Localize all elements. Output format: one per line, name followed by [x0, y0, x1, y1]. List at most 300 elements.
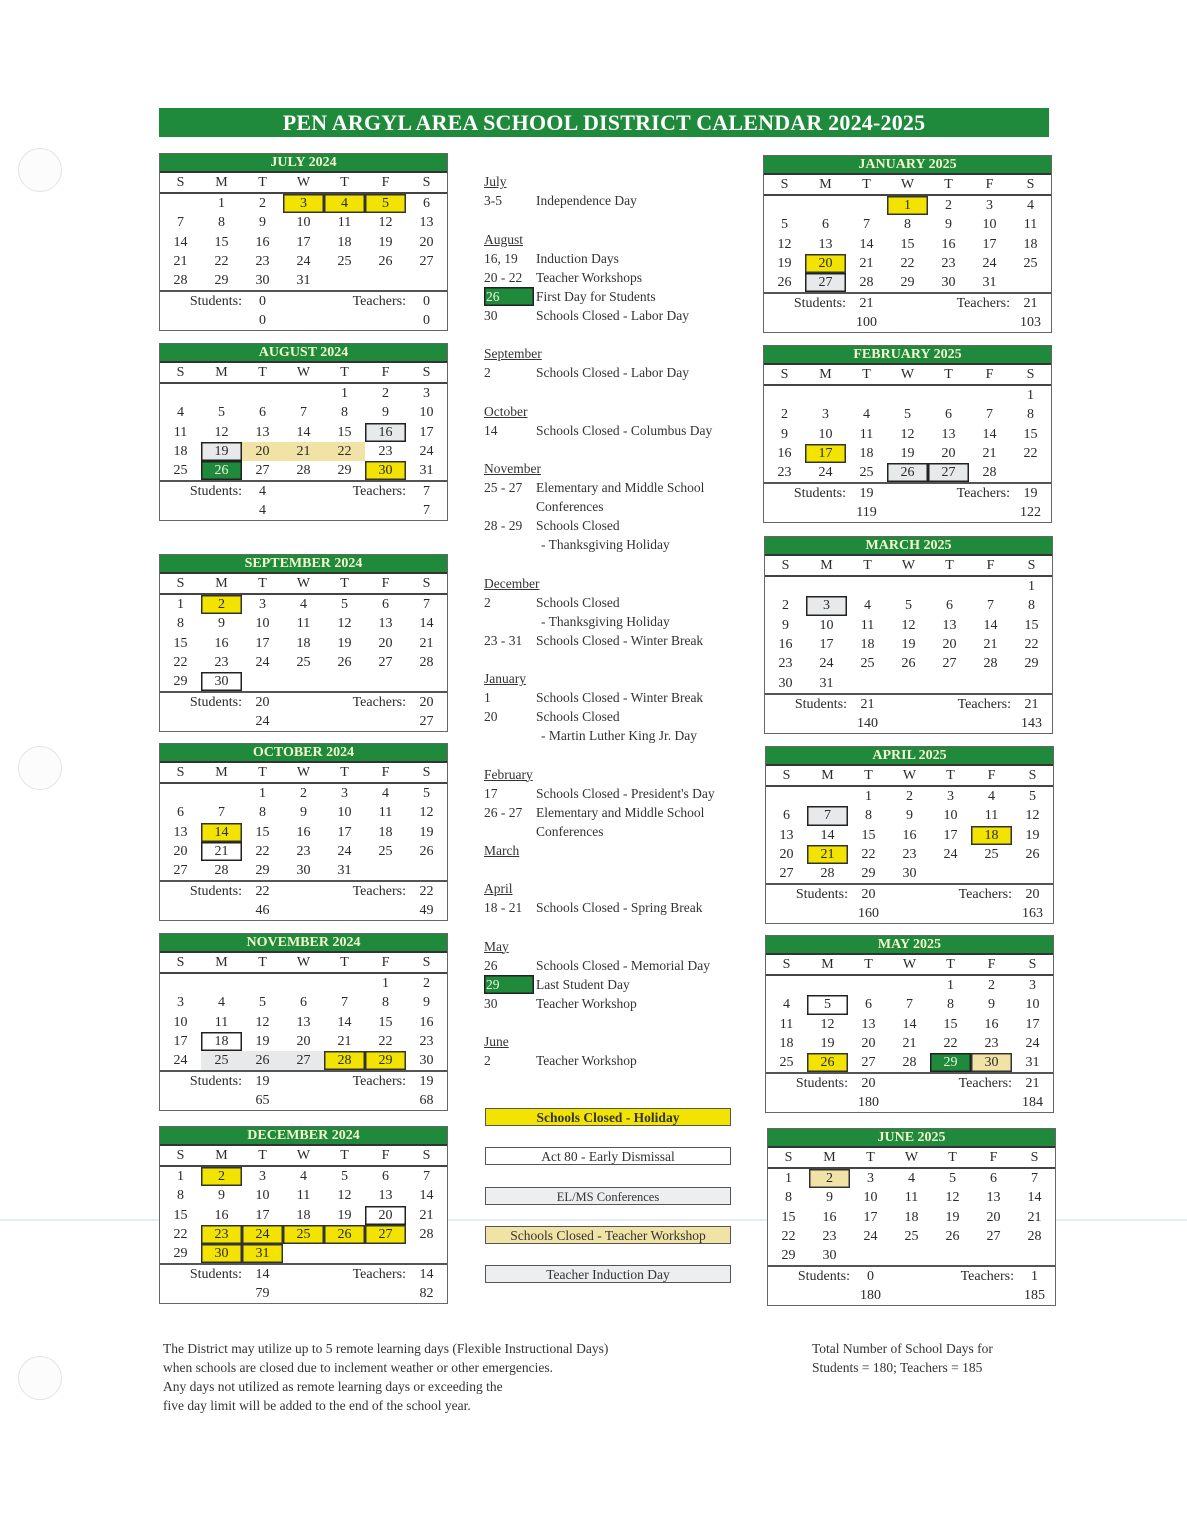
- day-cell: 3: [822, 407, 829, 423]
- students-cumulative-count: 46: [255, 903, 270, 919]
- weekday-label: W: [887, 175, 928, 195]
- day-cell: 11: [859, 426, 874, 442]
- students-cumulative-count: 65: [255, 1093, 270, 1109]
- day-cell: 18: [859, 446, 874, 462]
- teachers-month-count: 1: [1031, 1269, 1038, 1285]
- day-cell: 12: [777, 236, 792, 252]
- day-cell: 14: [173, 234, 188, 250]
- week-row: [768, 1208, 1055, 1227]
- events-list: [484, 172, 754, 1070]
- week-row: [160, 193, 447, 213]
- weekday-label: W: [283, 763, 324, 783]
- day-cell: 30: [201, 1244, 242, 1263]
- day-cell: 6: [783, 808, 790, 824]
- day-cell: 20: [805, 254, 846, 273]
- weekday-label: T: [928, 365, 969, 385]
- weekday-label: S: [406, 1146, 447, 1166]
- event-month-heading: December: [484, 575, 540, 591]
- day-cell: 4: [218, 995, 225, 1011]
- event-month-heading: April: [484, 881, 513, 896]
- day-cell: 2: [988, 978, 995, 994]
- legend-item: Act 80 - Early Dismissal: [485, 1147, 731, 1165]
- empty-cell: [765, 576, 806, 596]
- empty-cell: [764, 195, 805, 215]
- event-month-heading: January: [484, 671, 526, 686]
- day-cell: 29: [930, 1053, 971, 1072]
- empty-cell: [365, 672, 406, 691]
- teachers-cumulative-count: 163: [1022, 906, 1043, 922]
- day-cell: 25: [283, 1225, 324, 1244]
- weekday-label: M: [805, 175, 846, 195]
- day-cell: 22: [943, 1036, 958, 1052]
- day-cell: 20: [242, 442, 283, 461]
- day-cell: 31: [419, 463, 434, 479]
- empty-cell: [891, 1246, 932, 1265]
- day-cell: 5: [905, 598, 912, 614]
- students-cumulative-count: 140: [857, 715, 878, 731]
- day-cell: 11: [378, 805, 393, 821]
- week-row: [764, 385, 1051, 405]
- day-cell: 7: [986, 407, 993, 423]
- day-cell: 19: [337, 1207, 352, 1223]
- teachers-month-count: 19: [1023, 486, 1038, 502]
- month-header: FEBRUARY 2025: [764, 346, 1051, 365]
- students-label: Students:: [189, 884, 242, 900]
- event-description: Conferences: [536, 823, 604, 839]
- week-row: [160, 423, 447, 442]
- day-cell: 26: [324, 1225, 365, 1244]
- weekday-label: F: [365, 574, 406, 594]
- teachers-month-count: 7: [423, 484, 430, 500]
- day-cell: 7: [423, 597, 430, 613]
- day-cell: 22: [900, 256, 915, 272]
- day-cell: 23: [296, 844, 311, 860]
- weekday-label: T: [846, 175, 887, 195]
- day-cell: 25: [904, 1229, 919, 1245]
- day-cell: 17: [1025, 1016, 1040, 1032]
- day-cell: 29: [173, 1246, 188, 1262]
- day-cell: 24: [419, 444, 434, 460]
- weekday-label: S: [160, 1146, 201, 1166]
- weekday-label: W: [283, 173, 324, 193]
- empty-cell: [846, 385, 887, 405]
- day-cell: 25: [337, 254, 352, 270]
- day-cell: 25: [378, 844, 393, 860]
- day-cell: 26: [807, 1053, 848, 1072]
- week-row: [768, 1246, 1055, 1265]
- day-cell: 9: [218, 616, 225, 632]
- day-cell: 30: [902, 866, 917, 882]
- weekday-label: T: [928, 175, 969, 195]
- empty-cell: [805, 385, 846, 405]
- event-date: 16, 19: [484, 250, 518, 266]
- teachers-label: Teachers:: [958, 1076, 1012, 1092]
- teachers-month-count: 0: [423, 294, 430, 310]
- hole-punch-mark: [18, 1356, 62, 1400]
- day-cell: 3: [283, 193, 324, 213]
- event-date: 20: [484, 709, 498, 724]
- event-item: [484, 593, 754, 612]
- day-cell: 21: [1027, 1209, 1042, 1225]
- empty-cell: [932, 1246, 973, 1265]
- event-month-heading: June: [484, 1034, 509, 1049]
- remote-learning-note: [163, 1339, 723, 1415]
- weekday-label: S: [768, 1148, 809, 1168]
- students-cumulative-count: 180: [860, 1288, 881, 1304]
- day-cell: 20: [942, 637, 957, 653]
- week-row: [160, 1032, 447, 1051]
- weekday-label: S: [1010, 365, 1051, 385]
- event-description: Schools Closed - Winter Break: [536, 632, 704, 648]
- day-cell: 26: [337, 655, 352, 671]
- day-cell: 26: [777, 275, 792, 291]
- event-date: 26 - 27: [484, 804, 523, 820]
- weekday-label: T: [242, 574, 283, 594]
- event-description: Schools Closed: [536, 594, 620, 610]
- week-row: [160, 1225, 447, 1244]
- day-cell: 20: [296, 1034, 311, 1050]
- event-description: Schools Closed - Labor Day: [536, 307, 689, 323]
- week-row: [160, 1051, 447, 1070]
- day-cell: 22: [255, 844, 270, 860]
- event-item: [484, 1051, 754, 1070]
- empty-cell: [160, 783, 201, 803]
- day-cell: 21: [201, 842, 242, 861]
- event-description: Teacher Workshops: [536, 269, 643, 285]
- empty-cell: [160, 193, 201, 213]
- total-school-days: [812, 1339, 1052, 1377]
- day-cell: 5: [259, 995, 266, 1011]
- day-cell: 8: [177, 1188, 184, 1204]
- day-cell: 25: [859, 465, 874, 481]
- spacer: [160, 501, 242, 520]
- teachers-cumulative-count: 7: [423, 503, 430, 519]
- day-cell: 5: [807, 995, 848, 1014]
- day-cell: 12: [337, 1188, 352, 1204]
- day-cell: 16: [941, 236, 956, 252]
- teachers-cumulative-count: 103: [1020, 315, 1041, 331]
- weekday-label: T: [324, 763, 365, 783]
- empty-cell: [324, 271, 365, 290]
- weekday-label: F: [969, 175, 1010, 195]
- event-description: Schools Closed - Winter Break: [536, 690, 704, 705]
- day-cell: 1: [887, 195, 928, 215]
- week-row: [764, 254, 1051, 273]
- day-cell: 27: [255, 463, 270, 479]
- empty-cell: [406, 672, 447, 691]
- day-cell: 14: [859, 236, 874, 252]
- weekday-label: S: [160, 363, 201, 383]
- weekday-label: W: [283, 574, 324, 594]
- teachers-cumulative-count: 82: [419, 1286, 434, 1302]
- day-cell: 23: [902, 847, 917, 863]
- teachers-month-count: 20: [419, 695, 434, 711]
- empty-cell: [324, 672, 365, 691]
- week-row: [764, 463, 1051, 482]
- event-item: [484, 822, 754, 841]
- day-cell: 12: [255, 1014, 270, 1030]
- event-month-heading: October: [484, 403, 528, 419]
- day-cell: 25: [201, 1051, 242, 1070]
- day-cell: 7: [906, 997, 913, 1013]
- month-header: AUGUST 2024: [160, 344, 447, 363]
- day-cell: 19: [820, 1036, 835, 1052]
- weekday-label: S: [1012, 766, 1053, 786]
- week-row: [160, 594, 447, 614]
- weekday-label: S: [1012, 955, 1053, 975]
- day-cell: 1: [865, 789, 872, 805]
- weekday-label: T: [850, 1148, 891, 1168]
- weekday-label: M: [201, 953, 242, 973]
- event-item: [484, 287, 754, 306]
- day-cell: 4: [864, 598, 871, 614]
- day-cell: 17: [863, 1209, 878, 1225]
- empty-cell: [764, 385, 805, 405]
- day-cell: 2: [423, 976, 430, 992]
- empty-cell: [365, 271, 406, 290]
- students-label: Students:: [793, 296, 846, 312]
- day-cell: 22: [781, 1229, 796, 1245]
- day-cell: 30: [419, 1053, 434, 1069]
- weekday-label: W: [283, 363, 324, 383]
- day-cell: 2: [781, 407, 788, 423]
- event-item: [484, 726, 754, 745]
- day-cell: 28: [1027, 1229, 1042, 1245]
- weekday-label: T: [324, 1146, 365, 1166]
- week-row: [160, 842, 447, 861]
- day-cell: 16: [255, 234, 270, 250]
- day-cell: 8: [947, 997, 954, 1013]
- day-cell: 10: [173, 1014, 188, 1030]
- day-cell: 1: [947, 978, 954, 994]
- day-cell: 17: [982, 236, 997, 252]
- day-cell: 16: [214, 635, 229, 651]
- event-date: 25 - 27: [484, 480, 523, 495]
- day-cell: 4: [300, 597, 307, 613]
- spacer: [764, 313, 846, 332]
- students-month-count: 20: [861, 887, 876, 903]
- teachers-cumulative-count: 143: [1021, 715, 1042, 731]
- empty-cell: [970, 673, 1011, 692]
- day-cell: 8: [382, 995, 389, 1011]
- empty-cell: [970, 576, 1011, 596]
- empty-cell: [324, 973, 365, 993]
- empty-cell: [201, 383, 242, 403]
- students-month-count: 19: [255, 1074, 270, 1090]
- day-cell: 18: [296, 635, 311, 651]
- note-line: Any days not utilized as remote learning days or exceeding the: [163, 1379, 503, 1394]
- day-cell: 14: [419, 1188, 434, 1204]
- day-cell: 3: [806, 596, 847, 615]
- day-cell: 26: [901, 656, 916, 672]
- day-cell: 22: [324, 442, 365, 461]
- event-date: 2: [484, 1053, 491, 1068]
- weekday-label: T: [930, 955, 971, 975]
- day-cell: 13: [779, 827, 794, 843]
- week-row: [764, 425, 1051, 444]
- day-cell: 10: [419, 405, 434, 421]
- event-item: [484, 306, 754, 325]
- day-cell: 8: [785, 1190, 792, 1206]
- teachers-label: Teachers:: [352, 884, 406, 900]
- day-cell: 9: [945, 217, 952, 233]
- weekday-label: M: [201, 1146, 242, 1166]
- teachers-label: Teachers:: [352, 1267, 406, 1283]
- day-cell: 4: [1027, 198, 1034, 214]
- month-header: MAY 2025: [766, 936, 1053, 955]
- students-cumulative-count: 180: [858, 1095, 879, 1111]
- students-month-count: 22: [255, 884, 270, 900]
- day-cell: 23: [777, 465, 792, 481]
- event-description: Last Student Day: [536, 976, 630, 992]
- day-cell: 8: [341, 405, 348, 421]
- calendar-apr: [765, 746, 1054, 924]
- week-row: [764, 444, 1051, 463]
- day-cell: 16: [365, 423, 406, 442]
- day-cell: 23: [778, 656, 793, 672]
- empty-cell: [888, 673, 929, 692]
- week-row: [766, 786, 1053, 806]
- event-month-heading: September: [484, 346, 542, 361]
- week-row: [160, 803, 447, 822]
- empty-cell: [160, 973, 201, 993]
- day-cell: 29: [1024, 656, 1039, 672]
- day-cell: 27: [365, 1225, 406, 1244]
- students-label: Students:: [794, 696, 847, 712]
- day-cell: 11: [337, 215, 352, 231]
- day-cell: 29: [255, 863, 270, 879]
- event-item: [484, 516, 754, 535]
- week-row: [765, 654, 1052, 673]
- day-cell: 6: [822, 217, 829, 233]
- day-cell: 20: [861, 1036, 876, 1052]
- day-cell: 17: [337, 824, 352, 840]
- day-cell: 8: [1028, 598, 1035, 614]
- day-cell: 31: [819, 675, 834, 691]
- month-header: JUNE 2025: [768, 1129, 1055, 1148]
- week-row: [765, 596, 1052, 615]
- calendar-mar: [764, 536, 1053, 734]
- week-row: [160, 634, 447, 653]
- day-cell: 23: [214, 655, 229, 671]
- month-header: NOVEMBER 2024: [160, 934, 447, 953]
- empty-cell: [807, 975, 848, 995]
- event-date: 29: [484, 975, 534, 994]
- weekday-label: T: [848, 766, 889, 786]
- event-date: 2: [484, 365, 491, 380]
- weekday-label: T: [242, 1146, 283, 1166]
- day-cell: 1: [341, 386, 348, 402]
- empty-cell: [805, 195, 846, 215]
- day-cell: 28: [419, 655, 434, 671]
- day-cell: 20: [365, 1206, 406, 1225]
- day-cell: 21: [983, 637, 998, 653]
- weekday-label: S: [765, 556, 806, 576]
- day-cell: 7: [341, 995, 348, 1011]
- day-cell: 13: [296, 1014, 311, 1030]
- weekday-label: F: [973, 1148, 1014, 1168]
- legend-item: EL/MS Conferences: [485, 1187, 731, 1205]
- students-month-count: 20: [861, 1076, 876, 1092]
- empty-cell: [242, 973, 283, 993]
- day-cell: 2: [945, 198, 952, 214]
- event-description: Induction Days: [536, 250, 619, 266]
- day-cell: 6: [259, 405, 266, 421]
- spacer: [889, 1093, 1012, 1112]
- day-cell: 7: [863, 217, 870, 233]
- event-description: First Day for Students: [536, 288, 656, 304]
- event-description: Elementary and Middle School: [536, 480, 705, 495]
- note-line: five day limit will be added to the end of the school year.: [163, 1398, 471, 1413]
- weekday-label: M: [201, 173, 242, 193]
- day-cell: 31: [296, 273, 311, 289]
- day-cell: 24: [242, 1225, 283, 1244]
- day-cell: 26: [419, 844, 434, 860]
- day-cell: 1: [382, 976, 389, 992]
- weekday-label: S: [160, 173, 201, 193]
- event-description: Teacher Workshop: [536, 995, 637, 1011]
- spacer: [160, 1091, 242, 1110]
- day-cell: 26: [378, 254, 393, 270]
- day-cell: 28: [982, 465, 997, 481]
- empty-cell: [888, 576, 929, 596]
- spacer: [484, 1013, 754, 1033]
- day-cell: 15: [173, 1207, 188, 1223]
- day-cell: 1: [1027, 388, 1034, 404]
- teachers-cumulative-count: 0: [423, 313, 430, 329]
- event-date: [484, 822, 536, 841]
- day-cell: 11: [296, 1188, 311, 1204]
- month-header: OCTOBER 2024: [160, 744, 447, 763]
- weekday-label: T: [846, 365, 887, 385]
- note-line: The District may utilize up to 5 remote learning days (Flexible Instructional Days): [163, 1341, 609, 1356]
- spacer: [484, 860, 754, 880]
- day-cell: 1: [177, 1169, 184, 1185]
- event-description: Schools Closed - Memorial Day: [536, 957, 710, 973]
- day-cell: 15: [173, 635, 188, 651]
- spacer: [764, 503, 846, 522]
- weekday-label: W: [283, 953, 324, 973]
- day-cell: 5: [423, 786, 430, 802]
- day-cell: 27: [986, 1229, 1001, 1245]
- day-cell: 22: [861, 847, 876, 863]
- day-cell: 10: [255, 616, 270, 632]
- event-date: 28 - 29: [484, 518, 523, 533]
- day-cell: 24: [863, 1229, 878, 1245]
- empty-cell: [160, 383, 201, 403]
- event-month-heading: February: [484, 766, 533, 782]
- day-cell: 6: [423, 196, 430, 212]
- day-cell: 20: [378, 635, 393, 651]
- week-row: [160, 993, 447, 1012]
- day-cell: 22: [1023, 446, 1038, 462]
- day-cell: 28: [859, 275, 874, 291]
- event-date: [484, 497, 536, 516]
- day-cell: 19: [201, 442, 242, 461]
- students-cumulative-count: 79: [255, 1286, 270, 1302]
- day-cell: 13: [255, 424, 270, 440]
- week-row: [764, 215, 1051, 234]
- students-cumulative-count: 160: [858, 906, 879, 922]
- day-cell: 19: [945, 1209, 960, 1225]
- weekday-label: S: [1011, 556, 1052, 576]
- month-header: SEPTEMBER 2024: [160, 555, 447, 574]
- week-row: [765, 576, 1052, 596]
- event-date: 1: [484, 690, 491, 705]
- week-row: [160, 1013, 447, 1032]
- week-row: [160, 973, 447, 993]
- students-month-count: 0: [259, 294, 266, 310]
